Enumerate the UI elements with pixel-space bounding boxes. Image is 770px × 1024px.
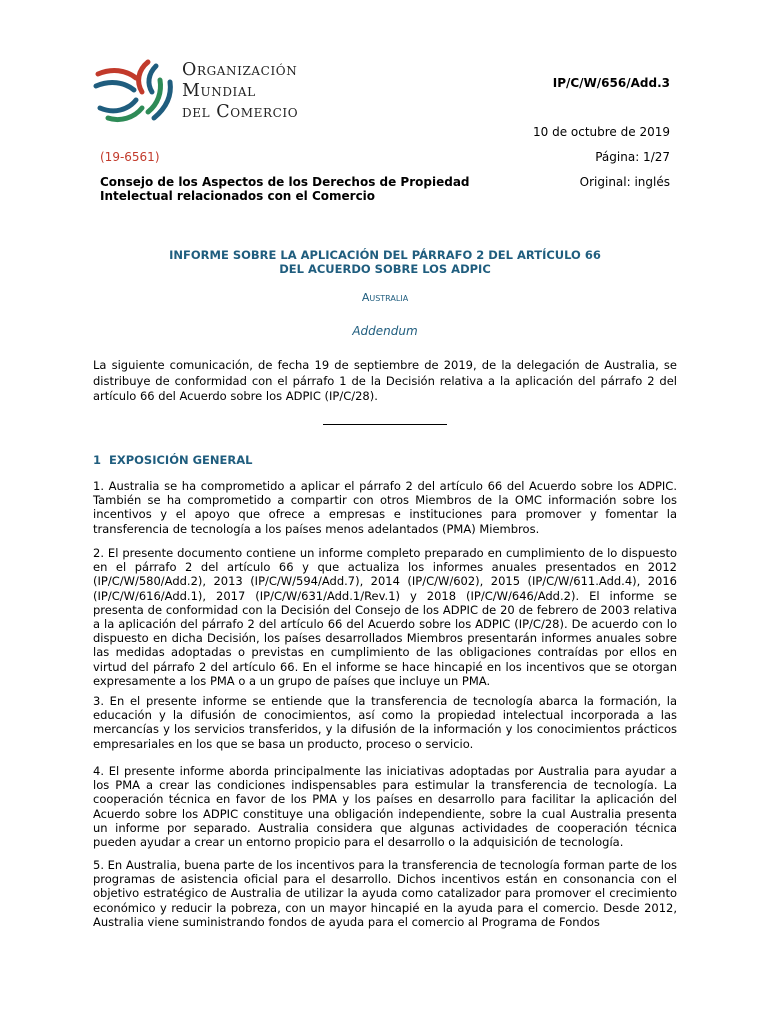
body-paragraph: 5. En Australia, buena parte de los incentivos para la transferencia de tecnología forman parte de los programas de asistencia oficial para el desarrollo. Dichos incentivos están en consonancia con el objetivo estratégico de Australia de utilizar la ayuda como catalizador para promover el crecimiento económico y reducir la pobreza, con un mayor hincapié en la ayuda para el comercio. Desde 2012, Australia viene suministrando fondos de ayuda para el comercio al Programa de Fondos — [93, 858, 677, 929]
wto-logo — [90, 56, 350, 128]
country-name: Australia — [361, 291, 409, 304]
page-number: Página: 1/27 — [595, 150, 670, 164]
org-name-line: Organización — [182, 60, 298, 80]
body-paragraph: 3. En el presente informe se entiende que la transferencia de tecnología abarca la formación, la educación y la difusión de conocimientos, así como la propiedad intelectual incorporada a las mercancías y los servicios transferidos, y la difusión de la información y los conocimientos prácticos empresariales en los que se basa un producto, proceso o servicio. — [93, 694, 677, 751]
body-paragraph: 4. El presente informe aborda principalmente las iniciativas adoptadas por Australia para ayudar a los PMA a crear las condiciones indispensables para estimular la transferencia de tecnología. La cooperación técnica en favor de los PMA y los países en desarrollo para facilitar la aplicación del Acuerdo sobre los ADPIC constituye una obligación independiente, sobre la cual Australia presenta un informe por separado. Australia considera que algunas actividades de cooperación técnica pueden ayudar a crear un entorno propicio para el desarrollo o la adquisición de tecnología. — [93, 764, 677, 850]
body-paragraph: 1. Australia se ha comprometido a aplicar el párrafo 2 del artículo 66 del Acuerdo sobre los ADPIC. También se ha comprometido a compartir con otros Miembros de la OMC información sobre los incentivos y el apoyo que ofrece a empresas e instituciones para promover y fomentar la transferencia de tecnología a los países menos adelantados (PMA) Miembros. — [93, 479, 677, 536]
org-name-line: del Comercio — [182, 102, 299, 122]
title-line: DEL ACUERDO SOBRE LOS ADPIC — [279, 262, 491, 276]
document-date: 10 de octubre de 2019 — [533, 125, 670, 139]
organization-name — [182, 60, 298, 123]
council-name: Consejo de los Aspectos de los Derechos de Propiedad Intelectual relacionados con el Comercio — [100, 175, 470, 203]
section-heading — [93, 453, 252, 467]
section-title: EXPOSICIÓN GENERAL — [109, 453, 253, 467]
org-name-line: Mundial — [182, 81, 256, 101]
intro-paragraph: La siguiente comunicación, de fecha 19 de septiembre de 2019, de la delegación de Australia, se distribuye de conformidad con el párrafo 1 de la Decisión relativa a la aplicación del párrafo 2 del artículo 66 del Acuerdo sobre los ADPIC (IP/C/28). — [93, 358, 677, 403]
document-number: (19-6561) — [100, 150, 160, 164]
original-language: Original: inglés — [579, 175, 670, 189]
separator-rule — [323, 424, 447, 425]
document-title — [100, 248, 670, 276]
body-paragraph: 2. El presente documento contiene un informe completo preparado en cumplimiento de lo dispuesto en el párrafo 2 del artículo 66 y que actualiza los informes anuales presentados en 2012 (IP/C/W/580/Add.2), 2013 (IP/C/W/594/Add.7), 2014 (IP/C/W/602), 2015 (IP/C/W/611.Add.4), 2016 (IP/C/W/616/Add.1), 2017 (IP/C/W/631/Add.1/Rev.1) y 2018 (IP/C/W/646/Add.2). El informe se presenta de conformidad con la Decisión del Consejo de los ADPIC de 20 de febrero de 2003 relativa a la aplicación del párrafo 2 del artículo 66 del Acuerdo sobre los ADPIC (IP/C/28). De acuerdo con lo dispuesto en dicha Decisión, los países desarrollados Miembros presentarán informes anuales sobre las medidas adoptadas o previstas en cumplimiento de las obligaciones contraídas por ellos en virtud del párrafo 2 del artículo 66. En el informe se hace hincapié en los incentivos que se otorgan expresamente a los PMA o a un grupo de países que incluye un PMA. — [93, 546, 677, 688]
title-line: INFORME SOBRE LA APLICACIÓN DEL PÁRRAFO 2 DEL ARTÍCULO 66 — [169, 248, 601, 262]
addendum-label: Addendum — [352, 324, 418, 338]
section-number: 1 — [93, 453, 102, 467]
document-symbol: IP/C/W/656/Add.3 — [552, 76, 670, 90]
wto-emblem-icon — [90, 56, 176, 128]
